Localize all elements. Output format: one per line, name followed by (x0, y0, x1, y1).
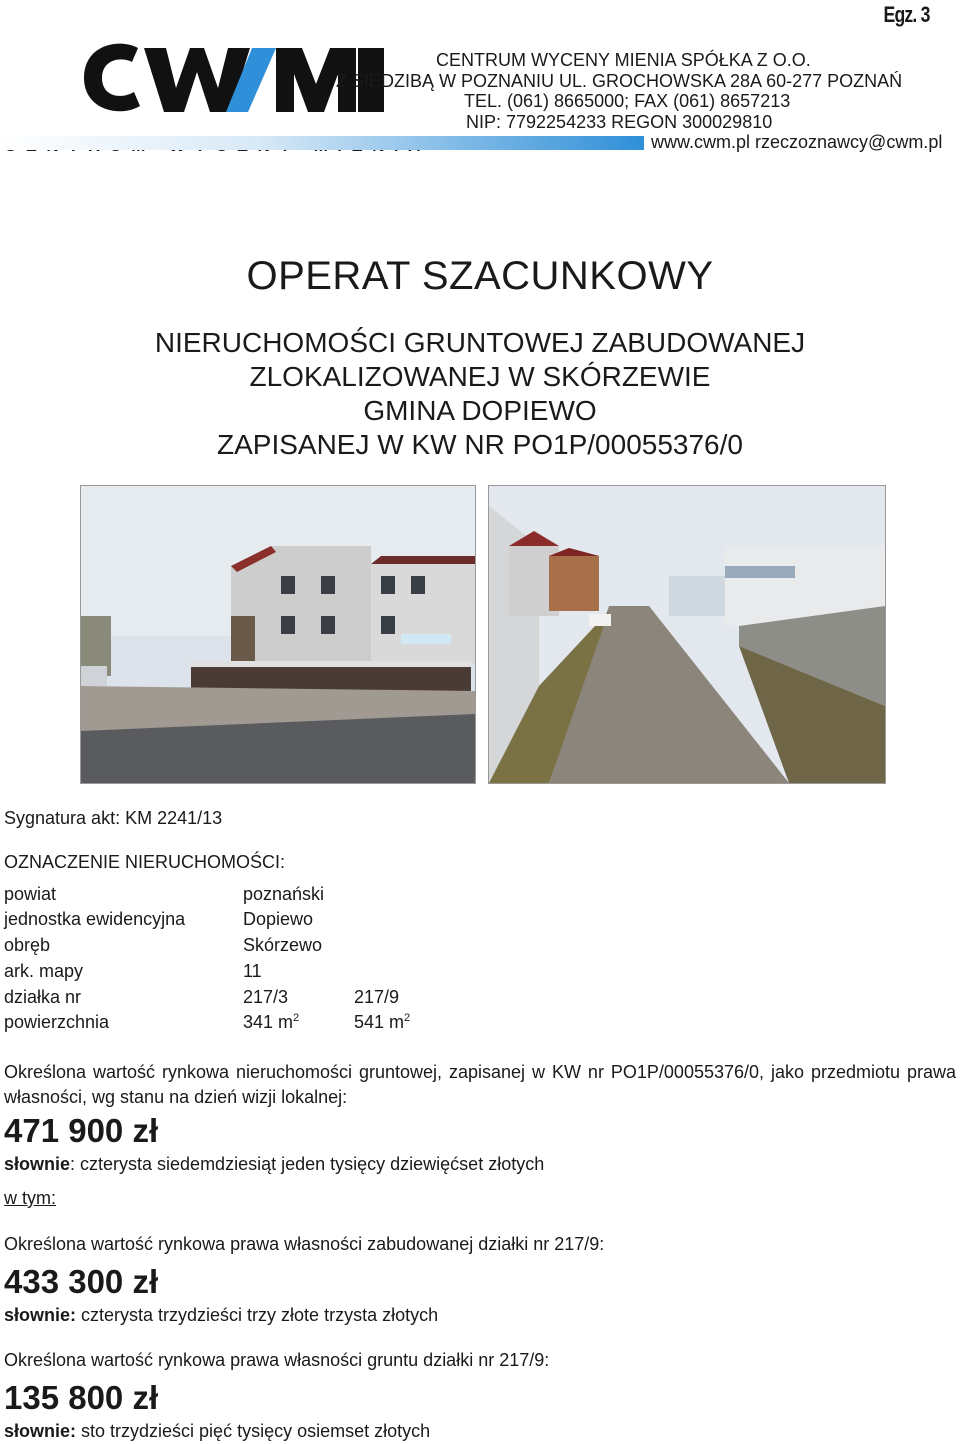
subtitle-line: ZAPISANEJ W KW NR PO1P/00055376/0 (217, 429, 743, 460)
property-value: 217/3 (243, 987, 289, 1007)
property-value (243, 1012, 299, 1033)
land-value-heading: Określona wartość rynkowa prawa własności gruntu działki nr 217/9: (4, 1350, 550, 1370)
property-designation-heading: OZNACZENIE NIERUCHOMOŚCI: (4, 852, 286, 872)
property-label: jednostka ewidencyjna (4, 909, 186, 929)
document-subtitle (0, 326, 960, 462)
company-tax-ids: NIP: 7792254233 REGON 300029810 (466, 111, 773, 132)
words-text: : czterysta siedemdziesiąt jeden tysięcy dziewięćset złotych (70, 1154, 545, 1174)
property-value: 11 (243, 961, 262, 981)
land-value-words (4, 1421, 430, 1442)
building-value: 433 300 zł (4, 1263, 159, 1300)
including-label: w tym: (4, 1188, 56, 1208)
words-text: czterysta trzydzieści trzy złote trzysta złotych (76, 1305, 439, 1325)
company-address: Z SIEDZIBĄ W POZNANIU UL. GROCHOWSKA 28A 60-277 POZNAŃ (336, 70, 903, 91)
case-signature: Sygnatura akt: KM 2241/13 (4, 808, 223, 828)
property-label: obręb (4, 935, 51, 955)
land-value: 135 800 zł (4, 1379, 159, 1416)
words-label: słownie: (4, 1421, 77, 1441)
area-exponent: 2 (293, 1012, 300, 1024)
property-label: ark. mapy (4, 961, 84, 981)
building-street-photo (80, 485, 476, 784)
total-value: 471 900 zł (4, 1112, 159, 1149)
words-label: słownie (4, 1154, 71, 1174)
road-photo-illustration (489, 486, 885, 783)
company-phone: TEL. (061) 8665000; FAX (061) 8657213 (464, 91, 791, 111)
property-value: poznański (243, 884, 325, 904)
contact-links[interactable]: www.cwm.pl rzeczoznawcy@cwm.pl (651, 132, 943, 152)
property-value: 217/9 (354, 987, 400, 1007)
property-label: działka nr (4, 987, 82, 1007)
document-title: OPERAT SZACUNKOWY (246, 254, 714, 298)
property-label: powiat (4, 884, 57, 904)
property-value: Dopiewo (243, 909, 314, 929)
property-value: Skórzewo (243, 935, 323, 955)
property-value (354, 1012, 410, 1033)
gradient-divider (0, 136, 644, 150)
building-value-heading: Określona wartość rynkowa prawa własności zabudowanej działki nr 217/9: (4, 1234, 605, 1254)
value-description: Określona wartość rynkowa nieruchomości gruntowej, zapisanej w KW nr PO1P/00055376/0, jako przedmiotu prawa własności, wg stanu na dzień wizji lokalnej: (4, 1062, 956, 1107)
road-buildings-photo (488, 485, 886, 784)
area-value: 341 m (243, 1012, 294, 1032)
area-exponent: 2 (404, 1012, 411, 1024)
building-value-words (4, 1305, 438, 1326)
words-label: słownie: (4, 1305, 77, 1325)
total-value-words (4, 1154, 544, 1175)
subtitle-line: NIERUCHOMOŚCI GRUNTOWEJ ZABUDOWANEJ (154, 327, 806, 358)
contact-bar (0, 132, 958, 154)
property-label: powierzchnia (4, 1012, 110, 1032)
company-info (336, 50, 956, 132)
building-photo-illustration (81, 486, 475, 783)
words-text: sto trzydzieści pięć tysięcy osiemset złotych (76, 1421, 431, 1441)
copy-number: Egz. 3 (883, 2, 930, 27)
area-value: 541 m (354, 1012, 405, 1032)
subtitle-line: GMINA DOPIEWO (363, 395, 597, 426)
subtitle-line: ZLOKALIZOWANEJ W SKÓRZEWIE (249, 361, 711, 392)
company-name: CENTRUM WYCENY MIENIA SPÓŁKA Z O.O. (436, 50, 811, 70)
